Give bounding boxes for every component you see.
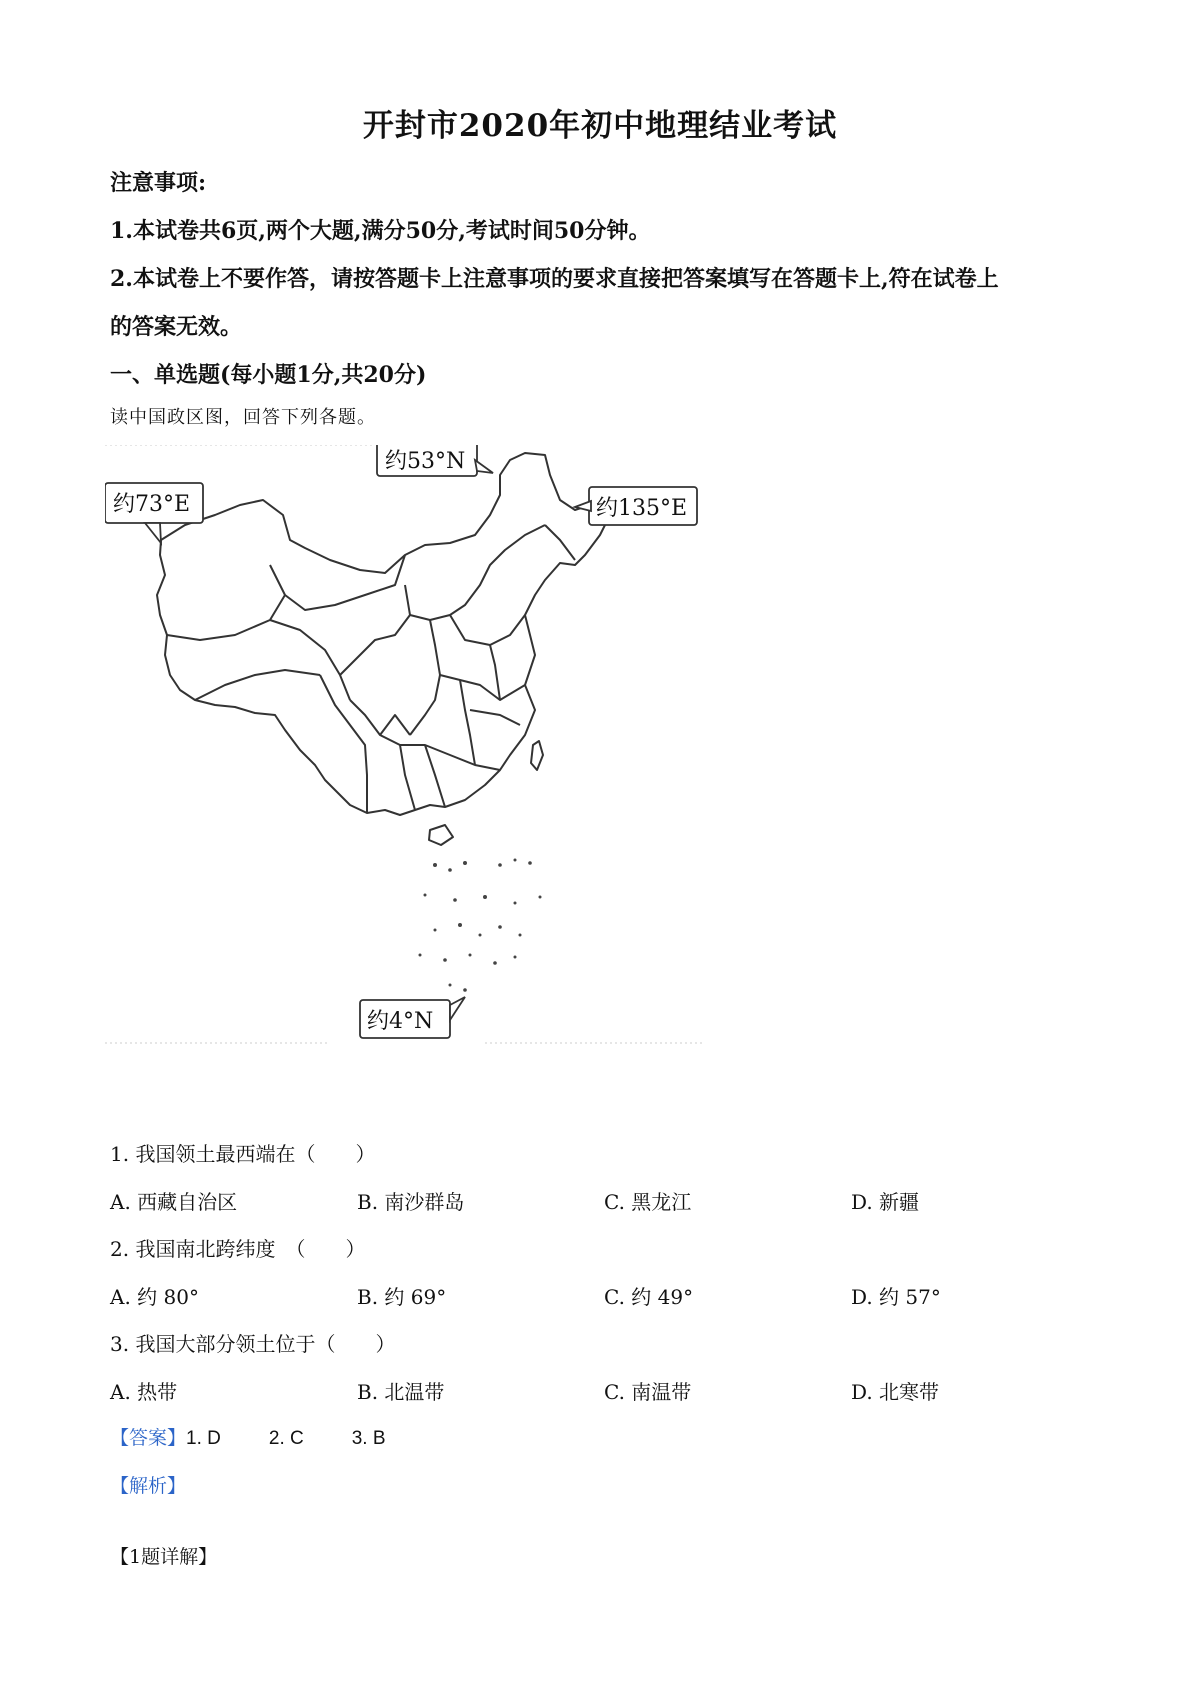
country-outline [157,453,615,815]
question-2-stem: 2. 我国南北跨纬度 （ ） [110,1237,366,1261]
province-boundary [195,670,320,700]
notice-heading: 注意事项: [110,170,207,196]
q1-option-d: D. 新疆 [851,1190,920,1214]
province-boundary [340,585,410,675]
province-boundary [440,675,525,700]
province-boundary [450,615,525,645]
label-south: 约4°N [367,1009,434,1034]
section-heading: 一、单选题(每小题1分,共20分) [110,362,427,388]
province-boundary [270,620,350,700]
province-boundary [400,745,415,810]
answer-2: 2. C [268,1428,304,1449]
q1-option-c: C. 黑龙江 [604,1190,692,1214]
province-boundary [470,710,520,725]
taiwan-outline [531,741,543,770]
q2-option-c: C. 约 49° [604,1285,694,1309]
q2-option-d: D. 约 57° [851,1285,941,1309]
province-boundary [545,525,575,560]
q2-option-b: B. 约 69° [357,1285,447,1309]
q1-option-a: A. 西藏自治区 [110,1190,238,1214]
answer-label: 【答案】 [110,1428,187,1449]
province-boundary [380,715,410,735]
page-title: 开封市2020年初中地理结业考试 [362,108,838,144]
province-boundary [320,675,367,813]
answer-line [110,1423,386,1450]
hainan-outline [429,825,453,845]
q1-option-b: B. 南沙群岛 [357,1190,465,1214]
detail-label: 【1题详解】 [110,1546,218,1568]
analysis-label: 【解析】 [110,1476,187,1497]
province-boundary [410,620,440,735]
label-north: 约53°N [385,449,466,474]
q3-option-d: D. 北寒带 [851,1380,940,1404]
q3-option-b: B. 北温带 [357,1380,445,1404]
province-boundary [167,595,285,640]
label-west: 约73°E [113,492,191,517]
q2-option-a: A. 约 80° [110,1285,199,1309]
q3-option-a: A. 热带 [110,1380,178,1404]
province-boundary [410,525,545,620]
answer-3: 3. B [351,1428,386,1449]
province-boundary [490,645,500,700]
notice-item-1: 1.本试卷共6页,两个大题,满分50分,考试时间50分钟。 [110,218,651,244]
notice-item-2: 2.本试卷上不要作答，请按答题卡上注意事项的要求直接把答案填写在答题卡上,符在试卷上 [110,266,999,292]
map-intro: 读中国政区图，回答下列各题。 [110,407,376,428]
province-boundary [460,680,475,765]
china-political-map [105,445,765,1050]
label-east: 约135°E [596,496,688,521]
notice-item-2-continued: 的答案无效。 [110,314,243,340]
question-3-stem: 3. 我国大部分领土位于（ ） [110,1332,396,1356]
answer-1: 1. D [186,1428,221,1449]
q3-option-c: C. 南温带 [604,1380,692,1404]
question-1-stem: 1. 我国领土最西端在（ ） [110,1142,376,1166]
province-boundary [425,745,445,807]
